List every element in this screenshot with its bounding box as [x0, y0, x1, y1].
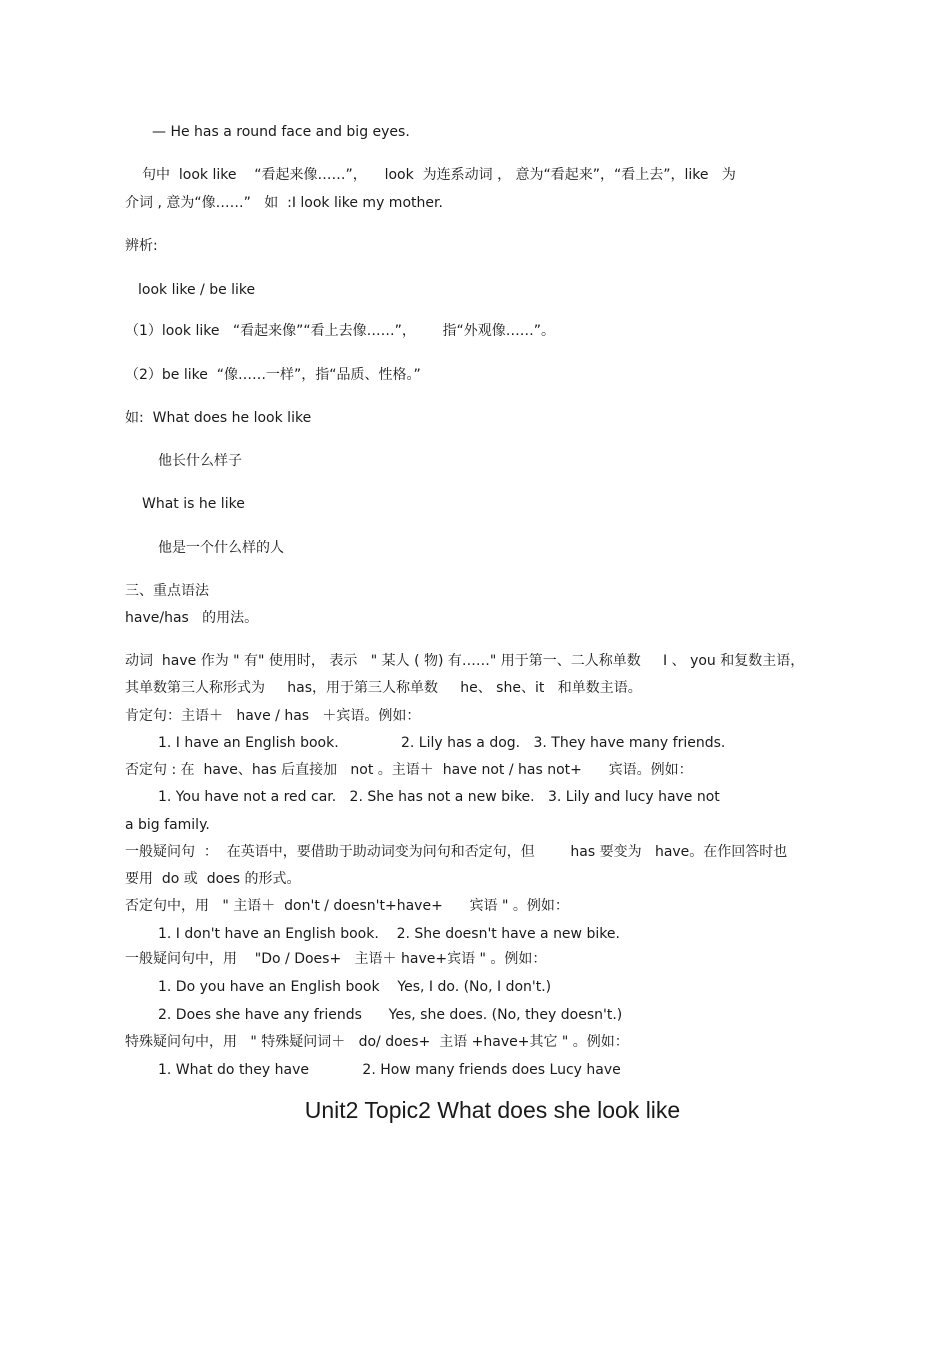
text-line: 介词 , 意为“像……” 如 :I look like my mother.: [125, 195, 443, 211]
text-line: 他是一个什么样的人: [158, 540, 284, 556]
text-line: look like / be like: [138, 282, 256, 298]
text-line: 特殊疑问句中，用 " 特殊疑问词＋ do/ does+ 主语 +have+其它 " 。例如：: [125, 1034, 629, 1050]
text-line: 如: What does he look like: [125, 410, 312, 426]
text-line: 一般疑问句中，用 "Do / Does+ 主语＋ have+宾语 " 。例如：: [125, 951, 547, 967]
text-line: 2. Does she have any friends Yes, she does. (No, they doesn't.): [158, 1007, 623, 1023]
text-line: 1. Do you have an English book Yes, I do. (No, I don't.): [158, 979, 552, 995]
text-line: 1. I don't have an English book. 2. She doesn't have a new bike.: [158, 926, 620, 942]
unit-title: Unit2 Topic2 What does she look like: [304, 1097, 681, 1123]
text-line: — He has a round face and big eyes.: [152, 124, 410, 140]
text-line: 辨析:: [125, 238, 158, 254]
text-line: （2）be like “像……一样”，指“品质、性格。”: [125, 367, 421, 383]
text-line: have/has 的用法。: [125, 610, 259, 626]
text-line: 要用 do 或 does 的形式。: [125, 871, 301, 887]
text-line: 1. What do they have 2. How many friends does Lucy have: [158, 1062, 621, 1078]
text-line: 他长什么样子: [158, 453, 242, 469]
text-line: 一般疑问句 ： 在英语中，要借助于助动词变为问句和否定句，但 has 要变为 have。在作回答时也: [125, 844, 788, 860]
text-line: 肯定句：主语＋ have / has ＋宾语。例如：: [125, 708, 421, 724]
text-line: 句中 look like “看起来像……”， look 为连系动词 ， 意为“看起来”，“看上去”，like 为: [142, 167, 736, 183]
text-line: 动词 have 作为 " 有" 使用时， 表示 " 某人 ( 物) 有……" 用于第一、二人称单数 I 、 you 和复数主语，: [125, 653, 805, 669]
text-line: 否定句 : 在 have、has 后直接加 not 。主语＋ have not / has not+ 宾语。例如：: [125, 762, 693, 778]
text-line: （1）look like “看起来像”“看上去像……”， 指“外观像……”。: [125, 323, 556, 339]
text-line: 其单数第三人称形式为 has，用于第三人称单数 he、 she、it 和单数主语。: [125, 680, 642, 696]
text-line: 否定句中，用 " 主语＋ don't / doesn't+have+ 宾语 " 。例如：: [125, 898, 569, 914]
text-line: 1. You have not a red car. 2. She has not a new bike. 3. Lily and lucy have not: [158, 789, 720, 805]
text-line: 1. I have an English book. 2. Lily has a dog. 3. They have many friends.: [158, 735, 726, 751]
text-line: What is he like: [142, 496, 245, 512]
section-heading: 三、重点语法: [125, 583, 209, 599]
text-line: a big family.: [125, 817, 210, 833]
